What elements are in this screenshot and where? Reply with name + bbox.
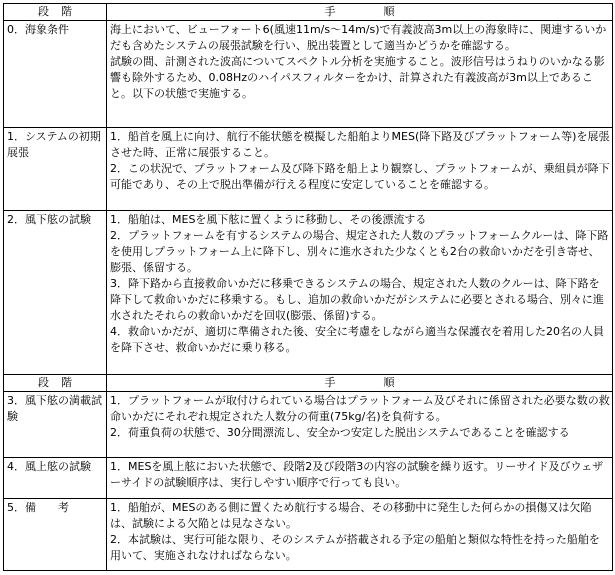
procedure-text: 2．この状況で、プラットフォーム及び降下路を船上より観察し、プラットフォームが、乗組員が降下可能であり、その上で脱出準備が行える程度に安定していることを確認する。: [110, 162, 610, 191]
procedure-text: 1．船舶が、MESのある側に置くため航行する場合、その移動中に発生した何らかの損傷又は欠陥は、試験による欠陥とは見なさない。: [110, 501, 592, 530]
procedure-text: 3．降下路から直接救命いかだに移乗できるシステムの場合、規定された人数のクルーは、降下路を降下して救命いかだに移乗する。もし、追加の救命いかだがシステムに必要とされる場合、別々に進水されたそれらの救命いかだを回収(膨張、係留)する。: [110, 277, 604, 322]
procedure-text: 1．船首を風上に向け、航行不能状態を模擬した船舶よりMES(降下路及びプラットフォーム等)を展張させた時、正常に展張すること。: [110, 130, 610, 159]
table-row-initial-deploy: [4, 128, 613, 211]
table-row-windward: [4, 458, 613, 499]
table-row-full-load: [4, 392, 613, 458]
procedure-text: 2．本試験は、実行可能な限り、そのシステムが搭載される予定の船舶と類似な特性を持った船舶を用いて、実施されなければならない。: [110, 533, 600, 562]
stage-label: 4．風上舷の試験: [4, 458, 107, 499]
stage-label: 2．風下舷の試験: [4, 211, 107, 375]
table-row-remarks: [4, 499, 613, 571]
procedure-cell: [107, 128, 613, 211]
header-row-repeat: [4, 375, 613, 392]
stage-label: 5．備 考: [4, 499, 107, 571]
procedure-text: 4．救命いかだが、適切に準備された後、安全に考慮をしながら適当な保護衣を着用した20名の人員を降下させ、救命いかだに乗り移る。: [110, 325, 604, 354]
procedure-text: 試験の間、計測された波高についてスペクトル分析を実施すること。波形信号はうねりのいかなる影響も除外するため、0.08Hzのハイパスフィルターをかけ、計算された有義波高が3m以上であること。以下の状態で実施する。: [110, 55, 605, 100]
procedure-table: [3, 3, 613, 571]
procedure-cell: [107, 499, 613, 571]
header-row: [4, 4, 613, 21]
table-row-sea-state: [4, 21, 613, 128]
procedure-text: 2．プラットフォームを有するシステムの場合、規定された人数のプラットフォームクルーは、降下路を使用しプラットフォーム上に降下し、別々に進水された少なくとも2台の救命いかだを引き寄せ、膨張、係留する。: [110, 229, 609, 274]
table-row-leeward: [4, 211, 613, 375]
procedure-text: 1．船舶は、MESを風下舷に置くように移動し、その後漂流する: [110, 213, 427, 226]
stage-header: 段階: [4, 4, 107, 21]
procedure-cell: [107, 21, 613, 128]
procedure-cell: [107, 458, 613, 499]
procedure-header: 手順: [107, 375, 613, 392]
procedure-header: 手順: [107, 4, 613, 21]
procedure-text: 2．荷重負荷の状態で、30分間漂流し、安全かつ安定した脱出システムであることを確認する: [110, 426, 570, 439]
stage-label: 0．海象条件: [4, 21, 107, 128]
procedure-cell: [107, 211, 613, 375]
stage-header: 段階: [4, 375, 107, 392]
stage-label: 1．システムの初期展張: [4, 128, 107, 211]
procedure-cell: [107, 392, 613, 458]
procedure-text: 1．MESを風上舷においた状態で、段階2及び段階3の内容の試験を繰り返す。リーサイド及びウェザーサイドの試験順序は、実行しやすい順序で行っても良い。: [110, 460, 604, 489]
procedure-text: 海上において、ビューフォート6(風速11m/s～14m/s)で有義波高3m以上の海象時に、関連するいかだも含めたシステムの展張試験を行い、脱出装置として適当かどうかを確認する。: [110, 23, 607, 52]
procedure-text: 1．プラットフォームが取付けられている場合はプラットフォーム及びそれに係留された必要な数の救命いかだにそれぞれ規定された人数分の荷重(75kg/名)を負荷する。: [110, 394, 610, 423]
stage-label: 3．風下舷の満載試験: [4, 392, 107, 458]
